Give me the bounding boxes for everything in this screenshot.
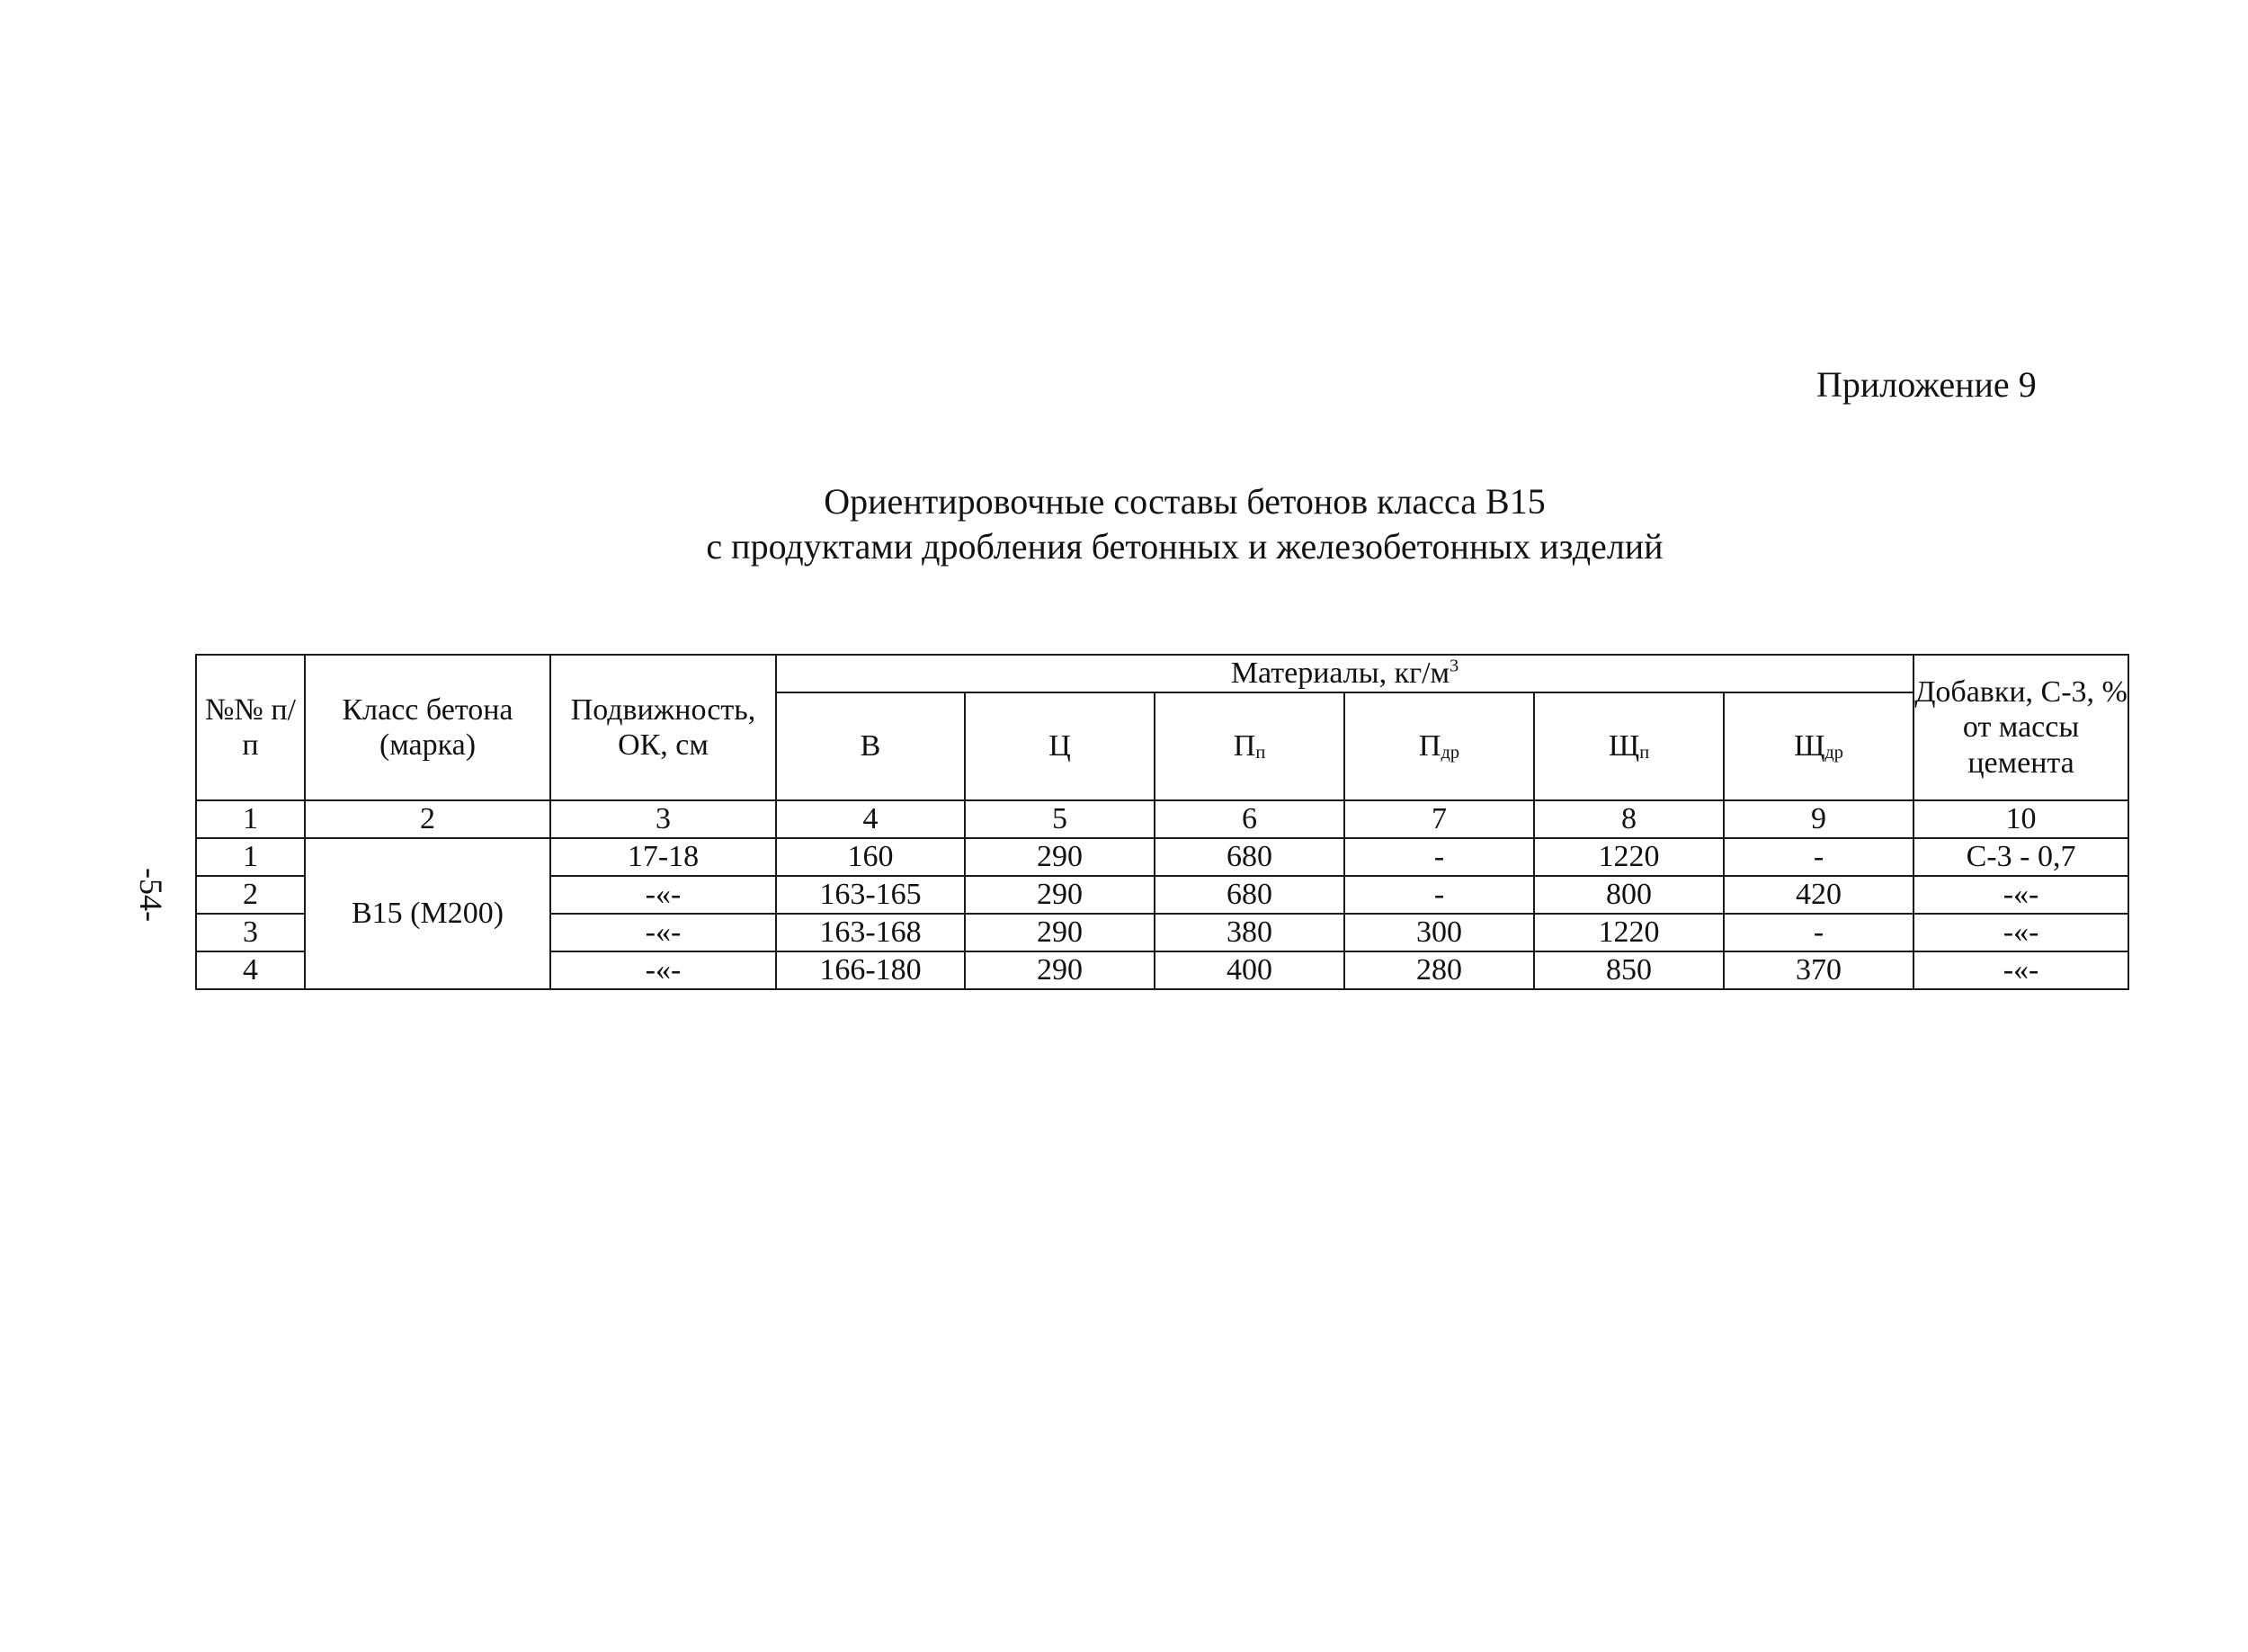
row-pp: 680 [1155,876,1344,914]
row-v: 163-168 [776,914,965,951]
row-shdr: - [1724,838,1913,876]
row-pp: 680 [1155,838,1344,876]
column-number: 3 [550,800,776,838]
header-materials-unit-exponent: 3 [1450,656,1459,677]
concrete-class-cell: В15 (М200) [305,838,550,989]
row-shdr: 420 [1724,876,1913,914]
column-number-row [196,800,2128,838]
header-mobility: Подвижность, ОК, см [550,655,776,800]
header-material-shp [1534,692,1724,800]
row-c: 290 [965,914,1155,951]
header-material-shdr-sub: др [1824,743,1843,763]
row-c: 290 [965,951,1155,989]
header-material-pdr [1344,692,1534,800]
header-additives: Добавки, С-3, % от массы цемента [1913,655,2128,800]
header-material-shp-label: Щ [1608,729,1640,763]
row-shp: 800 [1534,876,1724,914]
row-mobility: -«- [550,876,776,914]
row-shdr: - [1724,914,1913,951]
row-additive: С-3 - 0,7 [1913,838,2128,876]
row-pdr: 300 [1344,914,1534,951]
row-mobility: 17-18 [550,838,776,876]
column-number: 2 [305,800,550,838]
row-num: 2 [196,876,305,914]
page-number: -54- [133,868,169,922]
header-material-c-label: Ц [1048,729,1071,763]
row-v: 160 [776,838,965,876]
row-pdr: 280 [1344,951,1534,989]
row-c: 290 [965,838,1155,876]
document-title-line-1: Ориентировочные составы бетонов класса В15 [824,481,1546,522]
row-additive: -«- [1913,876,2128,914]
header-material-shdr [1724,692,1913,800]
header-row-top [196,655,2128,692]
header-materials-text: Материалы, кг/м [1230,656,1450,691]
header-material-pp [1155,692,1344,800]
row-num: 1 [196,838,305,876]
document-title-line-2: с продуктами дробления бетонных и железобетонных изделий [706,526,1664,567]
concrete-mix-table [195,654,2129,990]
row-pp: 380 [1155,914,1344,951]
header-num: №№ п/п [196,655,305,800]
row-v: 166-180 [776,951,965,989]
row-additive: -«- [1913,914,2128,951]
row-mobility: -«- [550,914,776,951]
header-material-c [965,692,1155,800]
header-material-v-label: В [860,729,881,763]
row-pdr: - [1344,838,1534,876]
appendix-label: Приложение 9 [1816,364,2037,405]
row-pp: 400 [1155,951,1344,989]
header-material-v [776,692,965,800]
header-material-shp-sub: п [1639,743,1650,763]
column-number: 7 [1344,800,1534,838]
column-number: 1 [196,800,305,838]
row-c: 290 [965,876,1155,914]
row-shp: 1220 [1534,914,1724,951]
column-number: 5 [965,800,1155,838]
row-shp: 850 [1534,951,1724,989]
row-additive: -«- [1913,951,2128,989]
table-row [196,838,2128,876]
row-pdr: - [1344,876,1534,914]
header-concrete-class: Класс бетона (марка) [305,655,550,800]
column-number: 9 [1724,800,1913,838]
column-number: 8 [1534,800,1724,838]
row-num: 3 [196,914,305,951]
header-material-pdr-label: П [1418,729,1441,763]
header-material-pdr-sub: др [1441,743,1460,763]
column-number: 6 [1155,800,1344,838]
header-materials [776,655,1913,692]
row-mobility: -«- [550,951,776,989]
row-v: 163-165 [776,876,965,914]
header-material-pp-sub: п [1255,743,1266,763]
row-shp: 1220 [1534,838,1724,876]
column-number: 10 [1913,800,2128,838]
column-number: 4 [776,800,965,838]
header-material-pp-label: П [1233,729,1256,763]
row-num: 4 [196,951,305,989]
header-material-shdr-label: Щ [1794,729,1825,763]
row-shdr: 370 [1724,951,1913,989]
